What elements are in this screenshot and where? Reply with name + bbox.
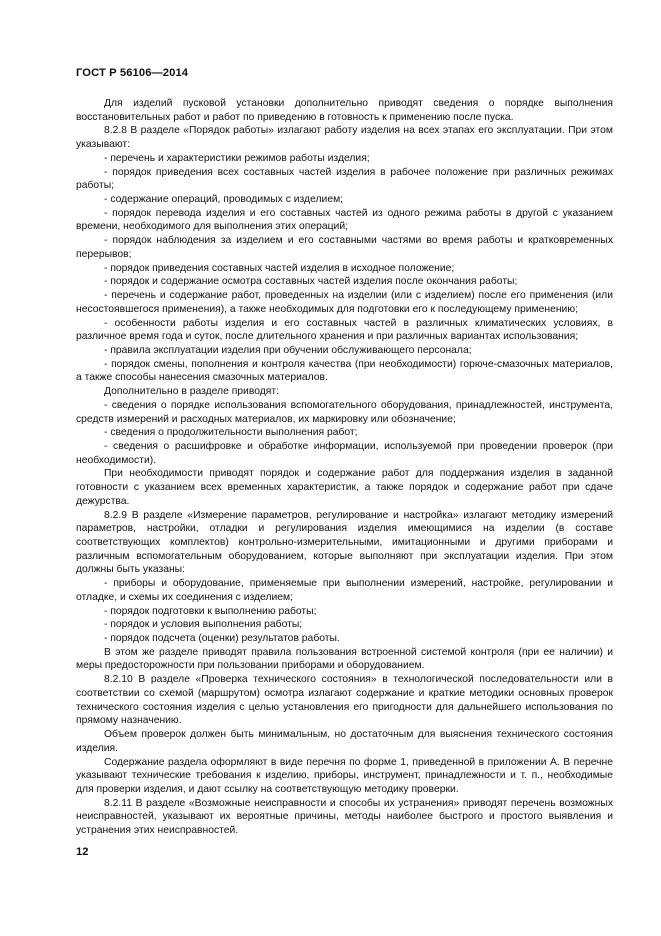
paragraph: При необходимости приводят порядок и содержание работ для поддержания изделия в заданной готовности с указанием всех временных характеристик, а также порядок и содержание работ при сдаче дежурства. bbox=[76, 468, 613, 507]
paragraph: Для изделий пусковой установки дополнительно приводят сведения о порядке выполнения восстановительных работ и работ по приведению в готовность к применению после пуска. bbox=[76, 98, 613, 123]
paragraph: 8.2.8 В разделе «Порядок работы» излагают работу изделия на всех этапах его эксплуатации. При этом указывают: bbox=[76, 125, 613, 151]
list-item: - порядок смены, пополнения и контроля качества (при необходимости) горюче-смазочных материалов, а также способы нанесения смазочных материалов. bbox=[76, 358, 613, 384]
paragraph: Объем проверок должен быть минимальным, но достаточным для выяснения технического состояния изделия. bbox=[76, 729, 613, 754]
list-item: - порядок приведения всех составных частей изделия в рабочее положение при различных режимах работы; bbox=[76, 166, 613, 192]
list-item: - сведения о расшифровке и обработке информации, используемой при проведении проверок (при необходимости). bbox=[76, 440, 613, 466]
list-item: - порядок перевода изделия и его составных частей из одного режима работы в другой с указанием времени, необходимого для выполнения этих операций; bbox=[76, 207, 613, 233]
list-item: - сведения о порядке использования вспомогательного оборудования, принадлежностей, инструмента, средств измерений и расходных материалов, их маркировку или обозначение; bbox=[76, 399, 613, 425]
list-item: - особенности работы изделия и его составных частей в различных климатических условиях, в различное время года и суток, после длительного хранения и при различных вариантах использования; bbox=[76, 317, 613, 343]
list-item: - порядок подготовки к выполнению работы; bbox=[104, 605, 317, 617]
paragraph: Дополнительно в разделе приводят: bbox=[104, 386, 279, 398]
list-item: - порядок и условия выполнения работы; bbox=[104, 619, 303, 631]
paragraph: Содержание раздела оформляют в виде перечня по форме 1, приведенной в приложении А. В перечне указывают технические требования к изделию, приборы, инструмент, принадлежности и т. п., необходимые для проверки изделия, и дают ссылку на соответствующую методику проверки. bbox=[76, 756, 613, 795]
list-item: - правила эксплуатации изделия при обучении обслуживающего персонала; bbox=[104, 344, 472, 356]
list-item: - перечень и характеристики режимов работы изделия; bbox=[104, 152, 370, 164]
list-item: - сведения о продолжительности выполнения работ; bbox=[104, 427, 358, 439]
standard-header: ГОСТ Р 56106—2014 bbox=[76, 67, 189, 79]
body-text bbox=[76, 97, 613, 838]
list-item: - порядок приведения составных частей изделия в исходное положение; bbox=[104, 262, 455, 274]
paragraph: В этом же разделе приводят правила пользования встроенной системой контроля (при ее наличии) и меры предосторожности при пользовании приборами и оборудованием. bbox=[76, 646, 613, 672]
page-number: 12 bbox=[76, 846, 89, 858]
list-item: - порядок подсчета (оценки) результатов работы. bbox=[104, 633, 340, 645]
list-item: - порядок наблюдения за изделием и его составными частями во время работы и кратковременных перерывов; bbox=[76, 235, 613, 260]
list-item: - приборы и оборудование, применяемые при выполнении измерений, настройке, регулировании и отладке, и схемы их соединения с изделием; bbox=[76, 578, 613, 603]
list-item: - содержание операций, проводимых с изделием; bbox=[104, 194, 344, 206]
list-item: - порядок и содержание осмотра составных частей изделия после окончания работы; bbox=[104, 276, 518, 288]
paragraph: 8.2.11 В разделе «Возможные неисправности и способы их устранения» приводят перечень возможных неисправностей, указывают их вероятные причины, методы наиболее быстрого и простого выявления и устранения этих неисправностей. bbox=[76, 797, 613, 837]
paragraph: 8.2.10 В разделе «Проверка технического состояния» в технологической последовательности или в соответствии со схемой (маршрутом) осмотра излагают содержание и краткие методики основных проверок технического состояния изделия с целью установления его пригодности для дальнейшего использования по прямому назначению. bbox=[76, 674, 613, 727]
list-item: - перечень и содержание работ, проведенных на изделии (или с изделием) после его применения (или несостоявшегося применения), а также необходимых для подготовки его к последующему применению; bbox=[76, 290, 613, 315]
paragraph: 8.2.9 В разделе «Измерение параметров, регулирование и настройка» излагают методику измерений параметров, настройки, отладки и регулирования изделия имеющимися на изделии (в составе соответствующих комплектов) контрольно-измерительными, имитационными и другими приборами и различным вспомогательным оборудованием, которые выполняют при эксплуатации изделия. При этом должны быть указаны: bbox=[76, 509, 613, 576]
